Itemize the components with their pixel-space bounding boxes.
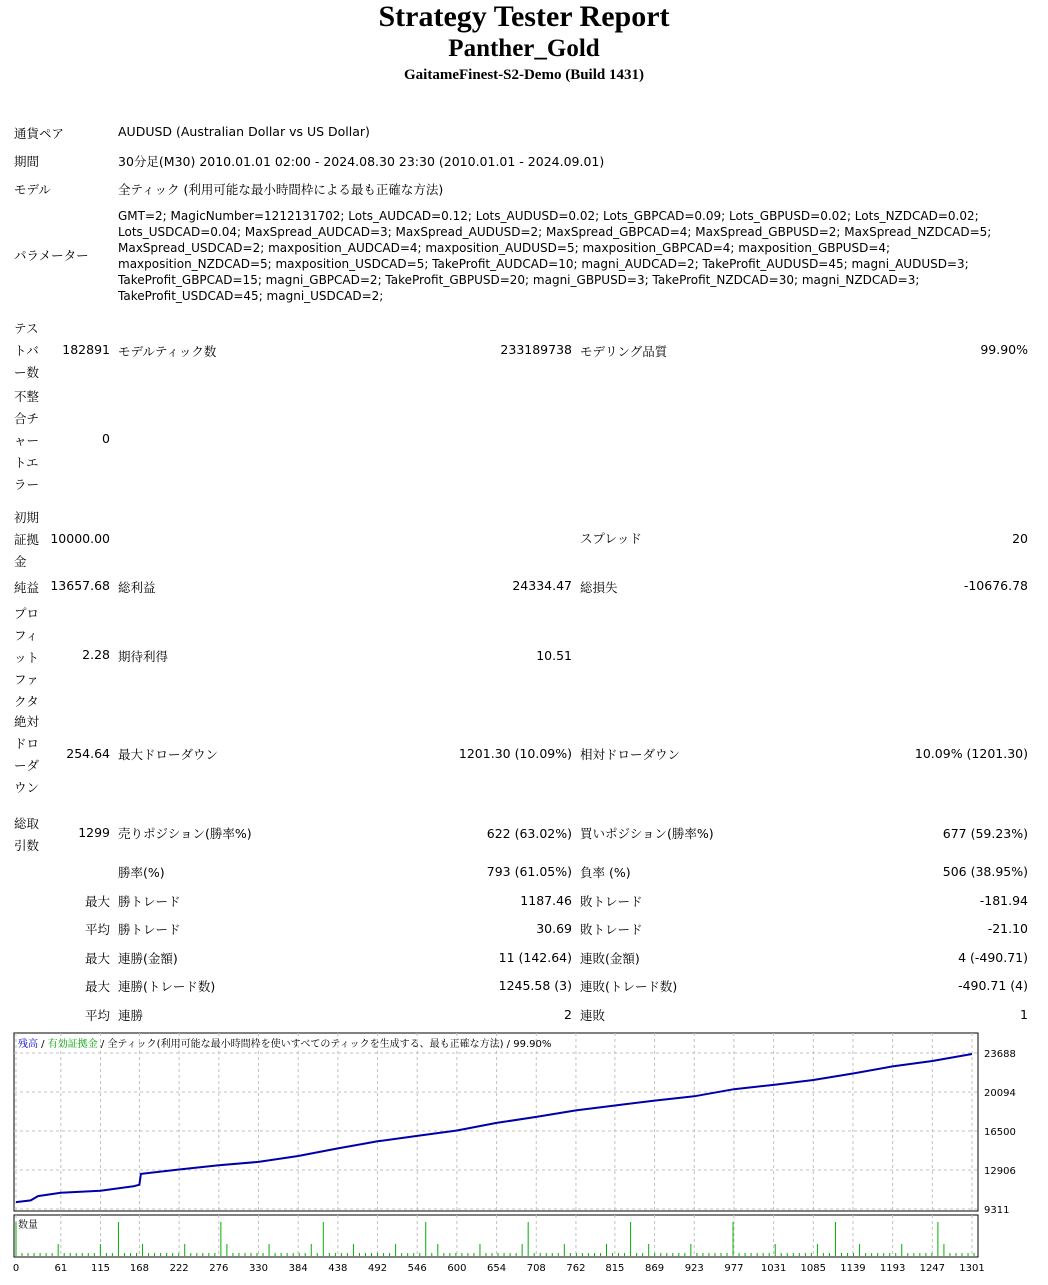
ticks-label: モデルティック数 xyxy=(118,344,217,359)
y-tick-label: 12906 xyxy=(984,1165,1016,1177)
gross-profit-label: 総利益 xyxy=(118,580,156,595)
x-tick-label: 330 xyxy=(248,1263,269,1274)
x-tick-label: 1301 xyxy=(959,1263,985,1274)
ticks-value: 233189738 xyxy=(500,342,572,357)
x-tick-label: 815 xyxy=(605,1263,625,1274)
absdd-label: 絶対 ドロ ーダ ウン xyxy=(14,714,40,795)
consec-win-money-label: 連勝(金額) xyxy=(118,951,178,966)
trades-value: 1299 xyxy=(78,825,110,840)
deposit-label: 初期 証拠 金 xyxy=(14,510,40,569)
expected-value: 10.51 xyxy=(536,648,572,663)
net-label: 純益 xyxy=(14,580,40,595)
avg-label: 平均 xyxy=(84,922,110,937)
x-tick-label: 438 xyxy=(328,1263,348,1274)
avg-consec-loss-label: 連敗 xyxy=(580,1008,606,1023)
maxdd-label: 最大ドローダウン xyxy=(118,747,219,762)
legend-balance: 残高 xyxy=(18,1039,38,1050)
consec-loss-trades-label: 連敗(トレード数) xyxy=(580,979,678,994)
model-value: 全ティック (利用可能な最小時間枠による最も正確な方法) xyxy=(118,182,444,197)
largest-loss-label: 敗トレード xyxy=(580,894,643,909)
loss-label: 負率 (%) xyxy=(580,865,631,880)
x-tick-label: 923 xyxy=(684,1263,704,1274)
params-line: maxposition_NZDCAD=5; maxposition_USDCAD=5; TakeProfit_AUDCAD=10; magni_AUDCAD=2; TakeProfit_AUDUSD=45; magni_AUDUSD=3; xyxy=(118,257,969,271)
x-tick-label: 384 xyxy=(288,1263,308,1274)
consec-win-money-value: 11 (142.64) xyxy=(498,950,572,965)
params-label: パラメーター xyxy=(14,248,89,263)
avg-loss-value: -21.10 xyxy=(987,921,1028,936)
gross-loss-label: 総損失 xyxy=(580,580,618,595)
pf-label: プロ フィ ット ファ クタ xyxy=(14,606,40,709)
consec-loss-money-value: 4 (-490.71) xyxy=(958,950,1028,965)
x-tick-label: 708 xyxy=(526,1263,546,1274)
consec-win-trades-value: 1245.58 (3) xyxy=(498,978,572,993)
x-tick-label: 115 xyxy=(90,1263,111,1274)
x-tick-label: 1193 xyxy=(879,1263,906,1274)
mismatch-label: 不整 合チ ャー トエ ラー xyxy=(14,389,40,492)
short-value: 622 (63.02%) xyxy=(486,826,572,841)
x-tick-labels xyxy=(13,1263,985,1274)
consec-loss-trades-value: -490.71 (4) xyxy=(958,978,1028,993)
x-tick-label: 1247 xyxy=(919,1263,946,1274)
max-label: 最大 xyxy=(84,979,110,994)
win-value: 793 (61.05%) xyxy=(486,864,572,879)
consec-win-trades-label: 連勝(トレード数) xyxy=(118,979,216,994)
balance-chart xyxy=(14,1033,1044,1281)
bars-value: 182891 xyxy=(62,342,110,357)
avg-win-value: 30.69 xyxy=(536,921,572,936)
avg-consec-loss-value: 1 xyxy=(1020,1007,1028,1022)
x-tick-label: 600 xyxy=(447,1263,467,1274)
loss-value: 506 (38.95%) xyxy=(942,864,1028,879)
y-tick-labels xyxy=(984,1049,1016,1216)
params-line: TakeProfit_GBPCAD=15; magni_GBPCAD=2; TakeProfit_GBPUSD=20; magni_GBPUSD=3; TakeProfit_NZDCAD=30; magni_NZDCAD=3; xyxy=(118,273,920,287)
x-tick-label: 0 xyxy=(12,1263,20,1274)
params-line: GMT=2; MagicNumber=1212131702; Lots_AUDCAD=0.12; Lots_AUDUSD=0.02; Lots_GBPCAD=0.09; Lots_GBPUSD=0.02; Lots_NZDCAD=0.02; xyxy=(118,209,979,223)
x-tick-label: 762 xyxy=(566,1263,586,1274)
absdd-value: 254.64 xyxy=(66,746,110,761)
legend-quality: 99.90% xyxy=(513,1039,552,1050)
x-tick-label: 654 xyxy=(487,1263,507,1274)
period-label: 期間 xyxy=(14,154,40,169)
avg-win-label: 勝トレード xyxy=(118,922,181,937)
y-tick-label: 20094 xyxy=(984,1087,1016,1099)
y-tick-label: 16500 xyxy=(984,1126,1016,1138)
volume-label: 数量 xyxy=(18,1220,38,1231)
mismatch-value: 0 xyxy=(102,431,110,446)
win-label: 勝率(%) xyxy=(118,865,165,880)
pair-label: 通貨ペア xyxy=(14,126,65,141)
max-label: 最大 xyxy=(84,951,110,966)
y-tick-label: 9311 xyxy=(984,1205,1010,1216)
params-line: TakeProfit_USDCAD=45; magni_USDCAD=2; xyxy=(118,289,384,303)
report-subtitle: Panther_Gold xyxy=(448,35,600,62)
long-label: 買いポジション(勝率%) xyxy=(580,826,714,841)
y-tick-label: 23688 xyxy=(984,1049,1016,1060)
largest-win-label: 勝トレード xyxy=(118,894,181,909)
long-value: 677 (59.23%) xyxy=(942,826,1028,841)
gross-loss-value: -10676.78 xyxy=(963,578,1028,593)
expected-label: 期待利得 xyxy=(118,649,169,664)
period-value: 30分足(M30) 2010.01.01 02:00 - 2024.08.30 23:30 (2010.01.01 - 2024.09.01) xyxy=(118,154,605,169)
x-tick-label: 546 xyxy=(407,1263,427,1274)
deposit-value: 10000.00 xyxy=(50,531,110,546)
quality-value: 99.90% xyxy=(980,342,1028,357)
x-tick-label: 1139 xyxy=(840,1263,866,1274)
short-label: 売りポジション(勝率%) xyxy=(118,826,252,841)
spread-value: 20 xyxy=(1012,531,1028,546)
avg-consec-win-label: 連勝 xyxy=(118,1008,144,1023)
legend-equity: 有効証拠金 xyxy=(47,1039,98,1050)
x-tick-label: 61 xyxy=(54,1263,68,1274)
avg-label: 平均 xyxy=(84,1008,110,1023)
x-tick-label: 276 xyxy=(209,1263,229,1274)
report-title: Strategy Tester Report xyxy=(378,0,670,33)
avg-consec-win-value: 2 xyxy=(564,1007,572,1022)
x-tick-label: 222 xyxy=(169,1263,189,1274)
maxdd-value: 1201.30 (10.09%) xyxy=(458,746,572,761)
trades-label: 総取 引数 xyxy=(14,816,40,853)
x-tick-label: 977 xyxy=(724,1263,744,1274)
params-line: MaxSpread_USDCAD=2; maxposition_AUDCAD=4; maxposition_AUDUSD=5; maxposition_GBPCAD=4; maxposition_GBPUSD=4; xyxy=(118,241,891,255)
bars-label: テス トバ ー数 xyxy=(14,321,40,380)
x-tick-label: 168 xyxy=(129,1263,149,1274)
net-value: 13657.68 xyxy=(50,578,110,593)
x-tick-label: 1085 xyxy=(800,1263,827,1274)
report-build: GaitameFinest-S2-Demo (Build 1431) xyxy=(404,67,644,83)
x-tick-label: 1031 xyxy=(760,1263,787,1274)
avg-loss-label: 敗トレード xyxy=(580,922,643,937)
quality-label: モデリング品質 xyxy=(580,344,668,359)
params-line: Lots_USDCAD=0.04; MaxSpread_AUDCAD=3; MaxSpread_AUDUSD=2; MaxSpread_GBPCAD=4; MaxSpread_GBPUSD=2; MaxSpread_NZDCAD=5; xyxy=(118,225,992,239)
chart-legend: 残高 / 有効証拠金 / 全ティック(利用可能な最小時間枠を使いすべてのティックを生成する、最も正確な方法) / 99.90% xyxy=(18,1039,552,1050)
consec-loss-money-label: 連敗(金額) xyxy=(580,951,640,966)
x-tick-label: 869 xyxy=(645,1263,665,1274)
largest-win-value: 1187.46 xyxy=(520,893,572,908)
params-value xyxy=(118,208,1018,304)
gross-profit-value: 24334.47 xyxy=(512,578,572,593)
pf-value: 2.28 xyxy=(82,647,110,662)
legend-model: 全ティック(利用可能な最小時間枠を使いすべてのティックを生成する、最も正確な方法) xyxy=(107,1039,504,1050)
volume-plot-frame xyxy=(14,1215,978,1257)
model-label: モデル xyxy=(14,182,51,197)
x-tick-label: 492 xyxy=(367,1263,388,1274)
reldd-value: 10.09% (1201.30) xyxy=(914,746,1028,761)
largest-loss-value: -181.94 xyxy=(979,893,1028,908)
max-label: 最大 xyxy=(84,894,110,909)
reldd-label: 相対ドローダウン xyxy=(580,747,681,762)
spread-label: スプレッド xyxy=(580,531,642,546)
pair-value: AUDUSD (Australian Dollar vs US Dollar) xyxy=(118,124,370,139)
